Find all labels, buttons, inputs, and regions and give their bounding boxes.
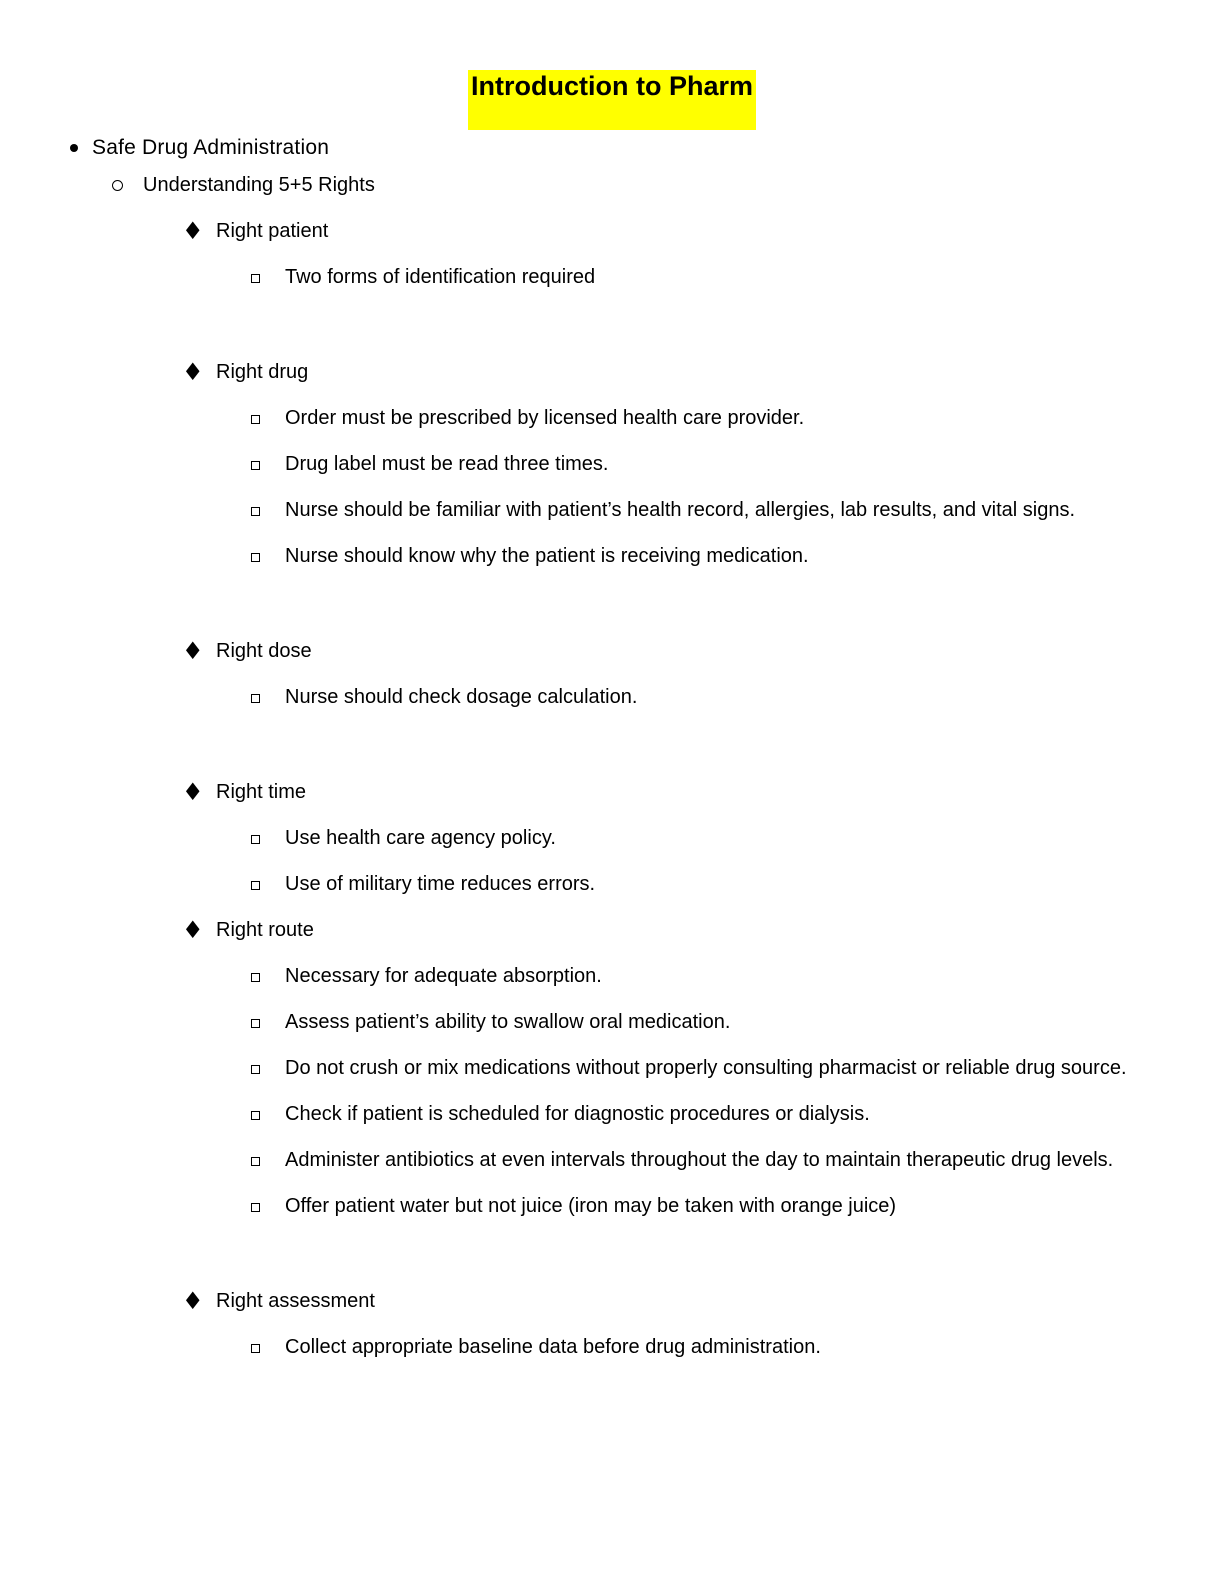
- outline-l4-label: Nurse should check dosage calculation.: [285, 686, 638, 708]
- outline-l4-item: [0, 1144, 1224, 1177]
- square-bullet-shape: [251, 1157, 260, 1166]
- blank-line-spacer: [0, 727, 1224, 776]
- square-bullet-shape: [251, 1065, 260, 1074]
- outline-l4-label: Check if patient is scheduled for diagnostic procedures or dialysis.: [285, 1103, 870, 1125]
- square-bullet-shape: [251, 835, 260, 844]
- outline-l3-item: [0, 1285, 1224, 1318]
- square-bullet-shape: [251, 881, 260, 890]
- diamond-bullet-icon: ♦: [182, 778, 204, 806]
- outline-l4-item: [0, 822, 1224, 855]
- outline-l2-label: Understanding 5+5 Rights: [143, 174, 375, 196]
- square-bullet-icon: [251, 1098, 285, 1120]
- square-bullet-shape: [251, 507, 260, 516]
- square-bullet-icon: [251, 1190, 285, 1212]
- disc-bullet-icon: [70, 134, 92, 152]
- square-bullet-shape: [251, 415, 260, 424]
- outline-l4-item: [0, 868, 1224, 901]
- square-bullet-icon: [251, 822, 285, 844]
- outline-l3-item: [0, 356, 1224, 389]
- outline-l4-item: [0, 1006, 1224, 1039]
- diamond-bullet-icon: ♦: [182, 1287, 204, 1315]
- outline-l3-label: Right route: [216, 919, 314, 941]
- square-bullet-icon: [251, 1331, 285, 1353]
- outline-l4-item: [0, 1331, 1224, 1364]
- square-bullet-shape: [251, 1111, 260, 1120]
- diamond-bullet-icon: ♦: [182, 637, 204, 665]
- square-bullet-shape: [251, 1203, 260, 1212]
- outline-l4-item: [0, 261, 1224, 294]
- diamond-bullet-icon: ♦: [182, 358, 204, 386]
- outline-l3-item: [0, 776, 1224, 809]
- outline-l3-item: [0, 914, 1224, 947]
- outline-l2-item: [0, 169, 1224, 202]
- outline-l4-label: Drug label must be read three times.: [285, 453, 609, 475]
- outline-l4-item: [0, 960, 1224, 993]
- outline-l4-label: Use health care agency policy.: [285, 827, 556, 849]
- square-bullet-shape: [251, 461, 260, 470]
- outline-l3-label: Right patient: [216, 220, 329, 242]
- outline-l4-label: Nurse should be familiar with patient’s health record, allergies, lab results, and vital signs.: [285, 499, 1076, 521]
- square-bullet-shape: [251, 694, 260, 703]
- square-bullet-icon: [251, 540, 285, 562]
- outline-l3-label: Right assessment: [216, 1290, 375, 1312]
- square-bullet-icon: [251, 448, 285, 470]
- outline-l3-item: [0, 635, 1224, 668]
- blank-line-spacer: [0, 586, 1224, 635]
- outline-l3-item: [0, 215, 1224, 248]
- outline-l4-item: [0, 681, 1224, 714]
- outline-l4-item: [0, 448, 1224, 481]
- outline-l4-label: Two forms of identification required: [285, 266, 596, 288]
- outline-l4-label: Assess patient’s ability to swallow oral medication.: [285, 1011, 731, 1033]
- blank-line-spacer: [0, 1236, 1224, 1285]
- square-bullet-shape: [251, 553, 260, 562]
- outline-l4-label: Offer patient water but not juice (iron may be taken with orange juice): [285, 1195, 897, 1217]
- outline-l1-label: Safe Drug Administration: [92, 136, 330, 159]
- outline-l4-label: Collect appropriate baseline data before drug administration.: [285, 1336, 821, 1358]
- outline-l3-label: Right dose: [216, 640, 312, 662]
- square-bullet-shape: [251, 1344, 260, 1353]
- square-bullet-icon: [251, 1052, 285, 1074]
- outline-l4-label: Use of military time reduces errors.: [285, 873, 596, 895]
- outline-l4-item: [0, 494, 1224, 527]
- square-bullet-icon: [251, 681, 285, 703]
- square-bullet-icon: [251, 1006, 285, 1028]
- outline-l4-item: [0, 1098, 1224, 1131]
- outline-l4-item: [0, 1190, 1224, 1223]
- diamond-bullet-icon: ♦: [182, 916, 204, 944]
- blank-line-spacer: [0, 307, 1224, 356]
- square-bullet-shape: [251, 1019, 260, 1028]
- square-bullet-icon: [251, 402, 285, 424]
- outline-sections: [0, 215, 1224, 1364]
- outline-l4-label: Necessary for adequate absorption.: [285, 965, 602, 987]
- outline-l4-label: Order must be prescribed by licensed health care provider.: [285, 407, 805, 429]
- outline-l1-item: [0, 134, 1224, 161]
- title-row: [0, 0, 1224, 130]
- outline-l4-label: Administer antibiotics at even intervals throughout the day to maintain therapeutic drug levels.: [285, 1149, 1114, 1171]
- square-bullet-icon: [251, 261, 285, 283]
- circle-bullet-icon: [112, 169, 143, 191]
- outline-l4-item: [0, 540, 1224, 573]
- outline-l4-label: Nurse should know why the patient is receiving medication.: [285, 545, 809, 567]
- square-bullet-icon: [251, 1144, 285, 1166]
- outline-l3-label: Right time: [216, 781, 307, 803]
- square-bullet-icon: [251, 868, 285, 890]
- square-bullet-shape: [251, 274, 260, 283]
- square-bullet-shape: [251, 973, 260, 982]
- outline-l4-item: [0, 402, 1224, 435]
- square-bullet-icon: [251, 960, 285, 982]
- outline-l3-label: Right drug: [216, 361, 309, 383]
- document-title: Introduction to Pharm: [468, 70, 756, 130]
- square-bullet-icon: [251, 494, 285, 516]
- diamond-bullet-icon: ♦: [182, 217, 204, 245]
- outline-l4-item: [0, 1052, 1224, 1085]
- outline-l4-label: Do not crush or mix medications without properly consulting pharmacist or reliable drug source.: [285, 1057, 1127, 1079]
